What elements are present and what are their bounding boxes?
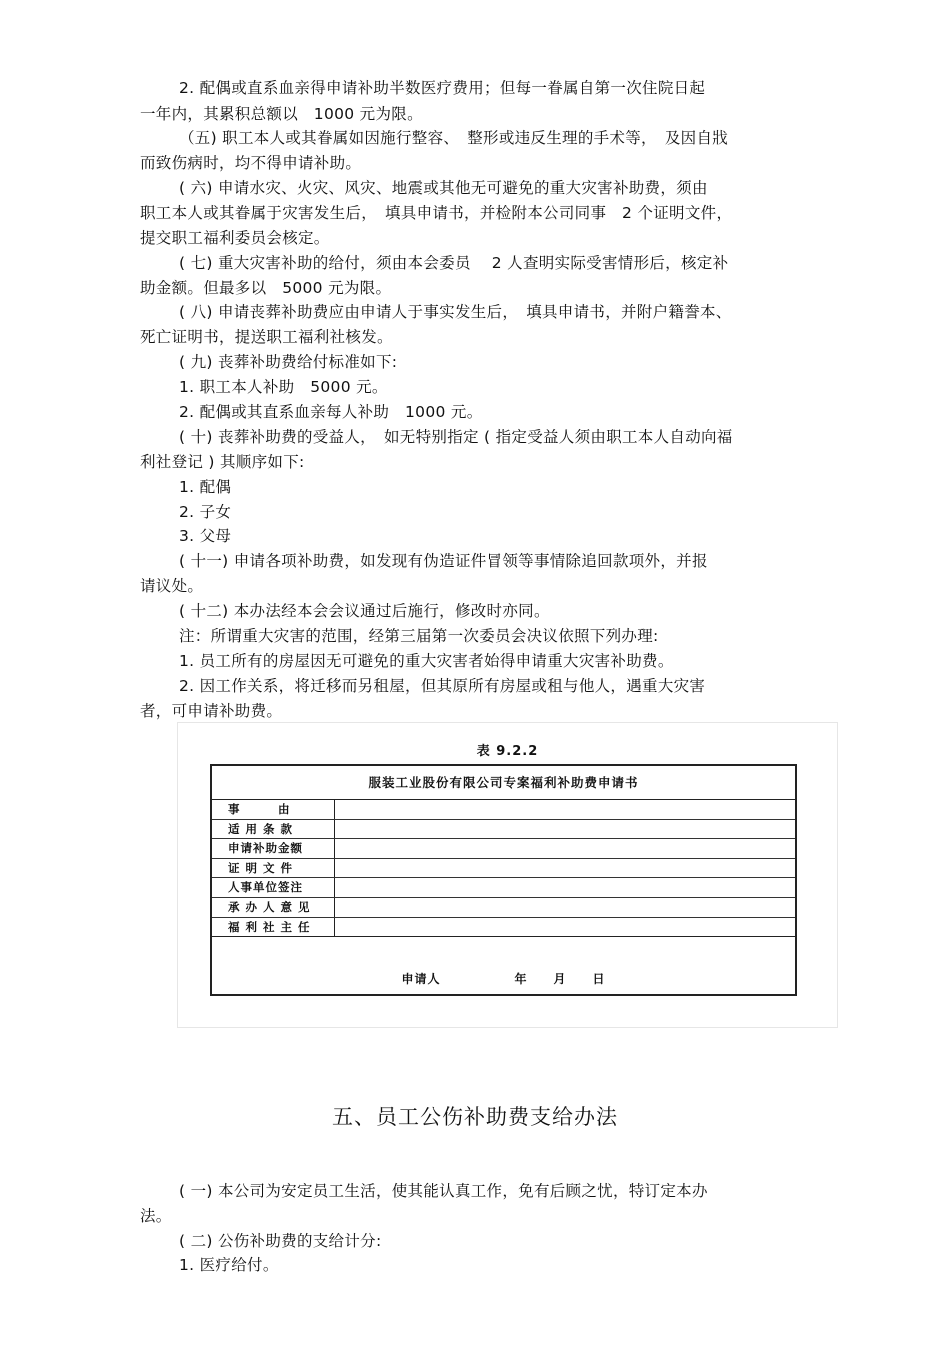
text-line: ( 一) 本公司为安定员工生活，使其能认真工作，免有后顾之忧，特订定本办 [179, 1182, 708, 1200]
section-heading: 五、员工公伤补助费支给办法 [332, 1105, 618, 1129]
text-line: 法。 [140, 1207, 172, 1225]
text-line: 2. 配偶或其直系血亲每人补助 1000 元。 [179, 403, 483, 421]
form-signature-line [212, 970, 795, 987]
text-line: 死亡证明书，提送职工福利社核发。 [140, 328, 393, 346]
form-row [212, 918, 795, 938]
text-line: 提交职工福利委员会核定。 [140, 229, 330, 247]
text-line: ( 八) 申请丧葬补助费应由申请人于事实发生后， 填具申请书，并附户籍誊本、 [179, 303, 732, 321]
text-line: 利社登记 ) 其顺序如下: [140, 453, 305, 471]
day-label: 日 [592, 972, 606, 986]
text-line: ( 九) 丧葬补助费给付标准如下: [179, 353, 398, 371]
form-row-label: 事 由 [212, 800, 335, 819]
application-form-table [210, 764, 797, 996]
form-row [212, 898, 795, 918]
text-line: 2. 因工作关系，将迁移而另租屋，但其原所有房屋或租与他人，遇重大灾害 [179, 677, 706, 695]
form-row [212, 820, 795, 840]
text-line: 2. 子女 [179, 503, 232, 521]
form-row-label: 福 利 社 主 任 [212, 918, 335, 937]
year-label: 年 [514, 972, 528, 986]
text-line: 1. 配偶 [179, 478, 232, 496]
form-title: 服装工业股份有限公司专案福利补助费申请书 [212, 766, 795, 800]
form-row [212, 878, 795, 898]
text-line: 1. 职工本人补助 5000 元。 [179, 378, 388, 396]
form-row-label: 申请补助金额 [212, 839, 335, 858]
text-line: 一年内，其累积总额以 1000 元为限。 [140, 105, 423, 123]
text-line: ( 七) 重大灾害补助的给付，须由本会委员 2 人查明实际受害情形后，核定补 [179, 254, 729, 272]
form-row [212, 800, 795, 820]
form-row-label: 承 办 人 意 见 [212, 898, 335, 917]
month-label: 月 [553, 972, 567, 986]
text-line: 1. 员工所有的房屋因无可避免的重大灾害者始得申请重大灾害补助费。 [179, 652, 674, 670]
text-line: ( 十一) 申请各项补助费，如发现有伪造证件冒领等事情除追回款项外，并报 [179, 552, 708, 570]
text-line: ( 二) 公伤补助费的支给计分: [179, 1232, 382, 1250]
text-line: ( 六) 申请水灾、火灾、风灾、地震或其他无可避免的重大灾害补助费，须由 [179, 179, 708, 197]
text-line: 请议处。 [140, 577, 204, 595]
text-line: 职工本人或其眷属于灾害发生后， 填具申请书，并检附本公司同事 2 个证明文件， [140, 204, 733, 222]
form-row [212, 859, 795, 879]
text-line: 2. 配偶或直系血亲得申请补助半数医疗费用；但每一眷属自第一次住院日起 [179, 79, 706, 97]
text-line: （五) 职工本人或其眷属如因施行整容、 整形或违反生理的手术等， 及因自戕 [179, 129, 729, 147]
text-line: 助金额。但最多以 5000 元为限。 [140, 279, 392, 297]
applicant-label: 申请人 [401, 972, 441, 986]
form-row-label: 适 用 条 款 [212, 820, 335, 839]
figure-caption: 表 9.2.2 [476, 744, 539, 759]
text-line: ( 十二) 本办法经本会会议通过后施行，修改时亦同。 [179, 602, 550, 620]
form-row [212, 839, 795, 859]
text-line: ( 十) 丧葬补助费的受益人， 如无特别指定 ( 指定受益人须由职工本人自动向福 [179, 428, 733, 446]
text-line: 而致伤病时，均不得申请补助。 [140, 154, 362, 172]
text-line: 者，可申请补助费。 [140, 702, 283, 720]
text-line: 3. 父母 [179, 527, 232, 545]
form-row-label: 人事单位签注 [212, 878, 335, 897]
form-figure [177, 722, 838, 1028]
text-line: 注：所谓重大灾害的范围，经第三届第一次委员会决议依照下列办理: [179, 627, 659, 645]
form-row-label: 证 明 文 件 [212, 859, 335, 878]
text-line: 1. 医疗给付。 [179, 1256, 279, 1274]
